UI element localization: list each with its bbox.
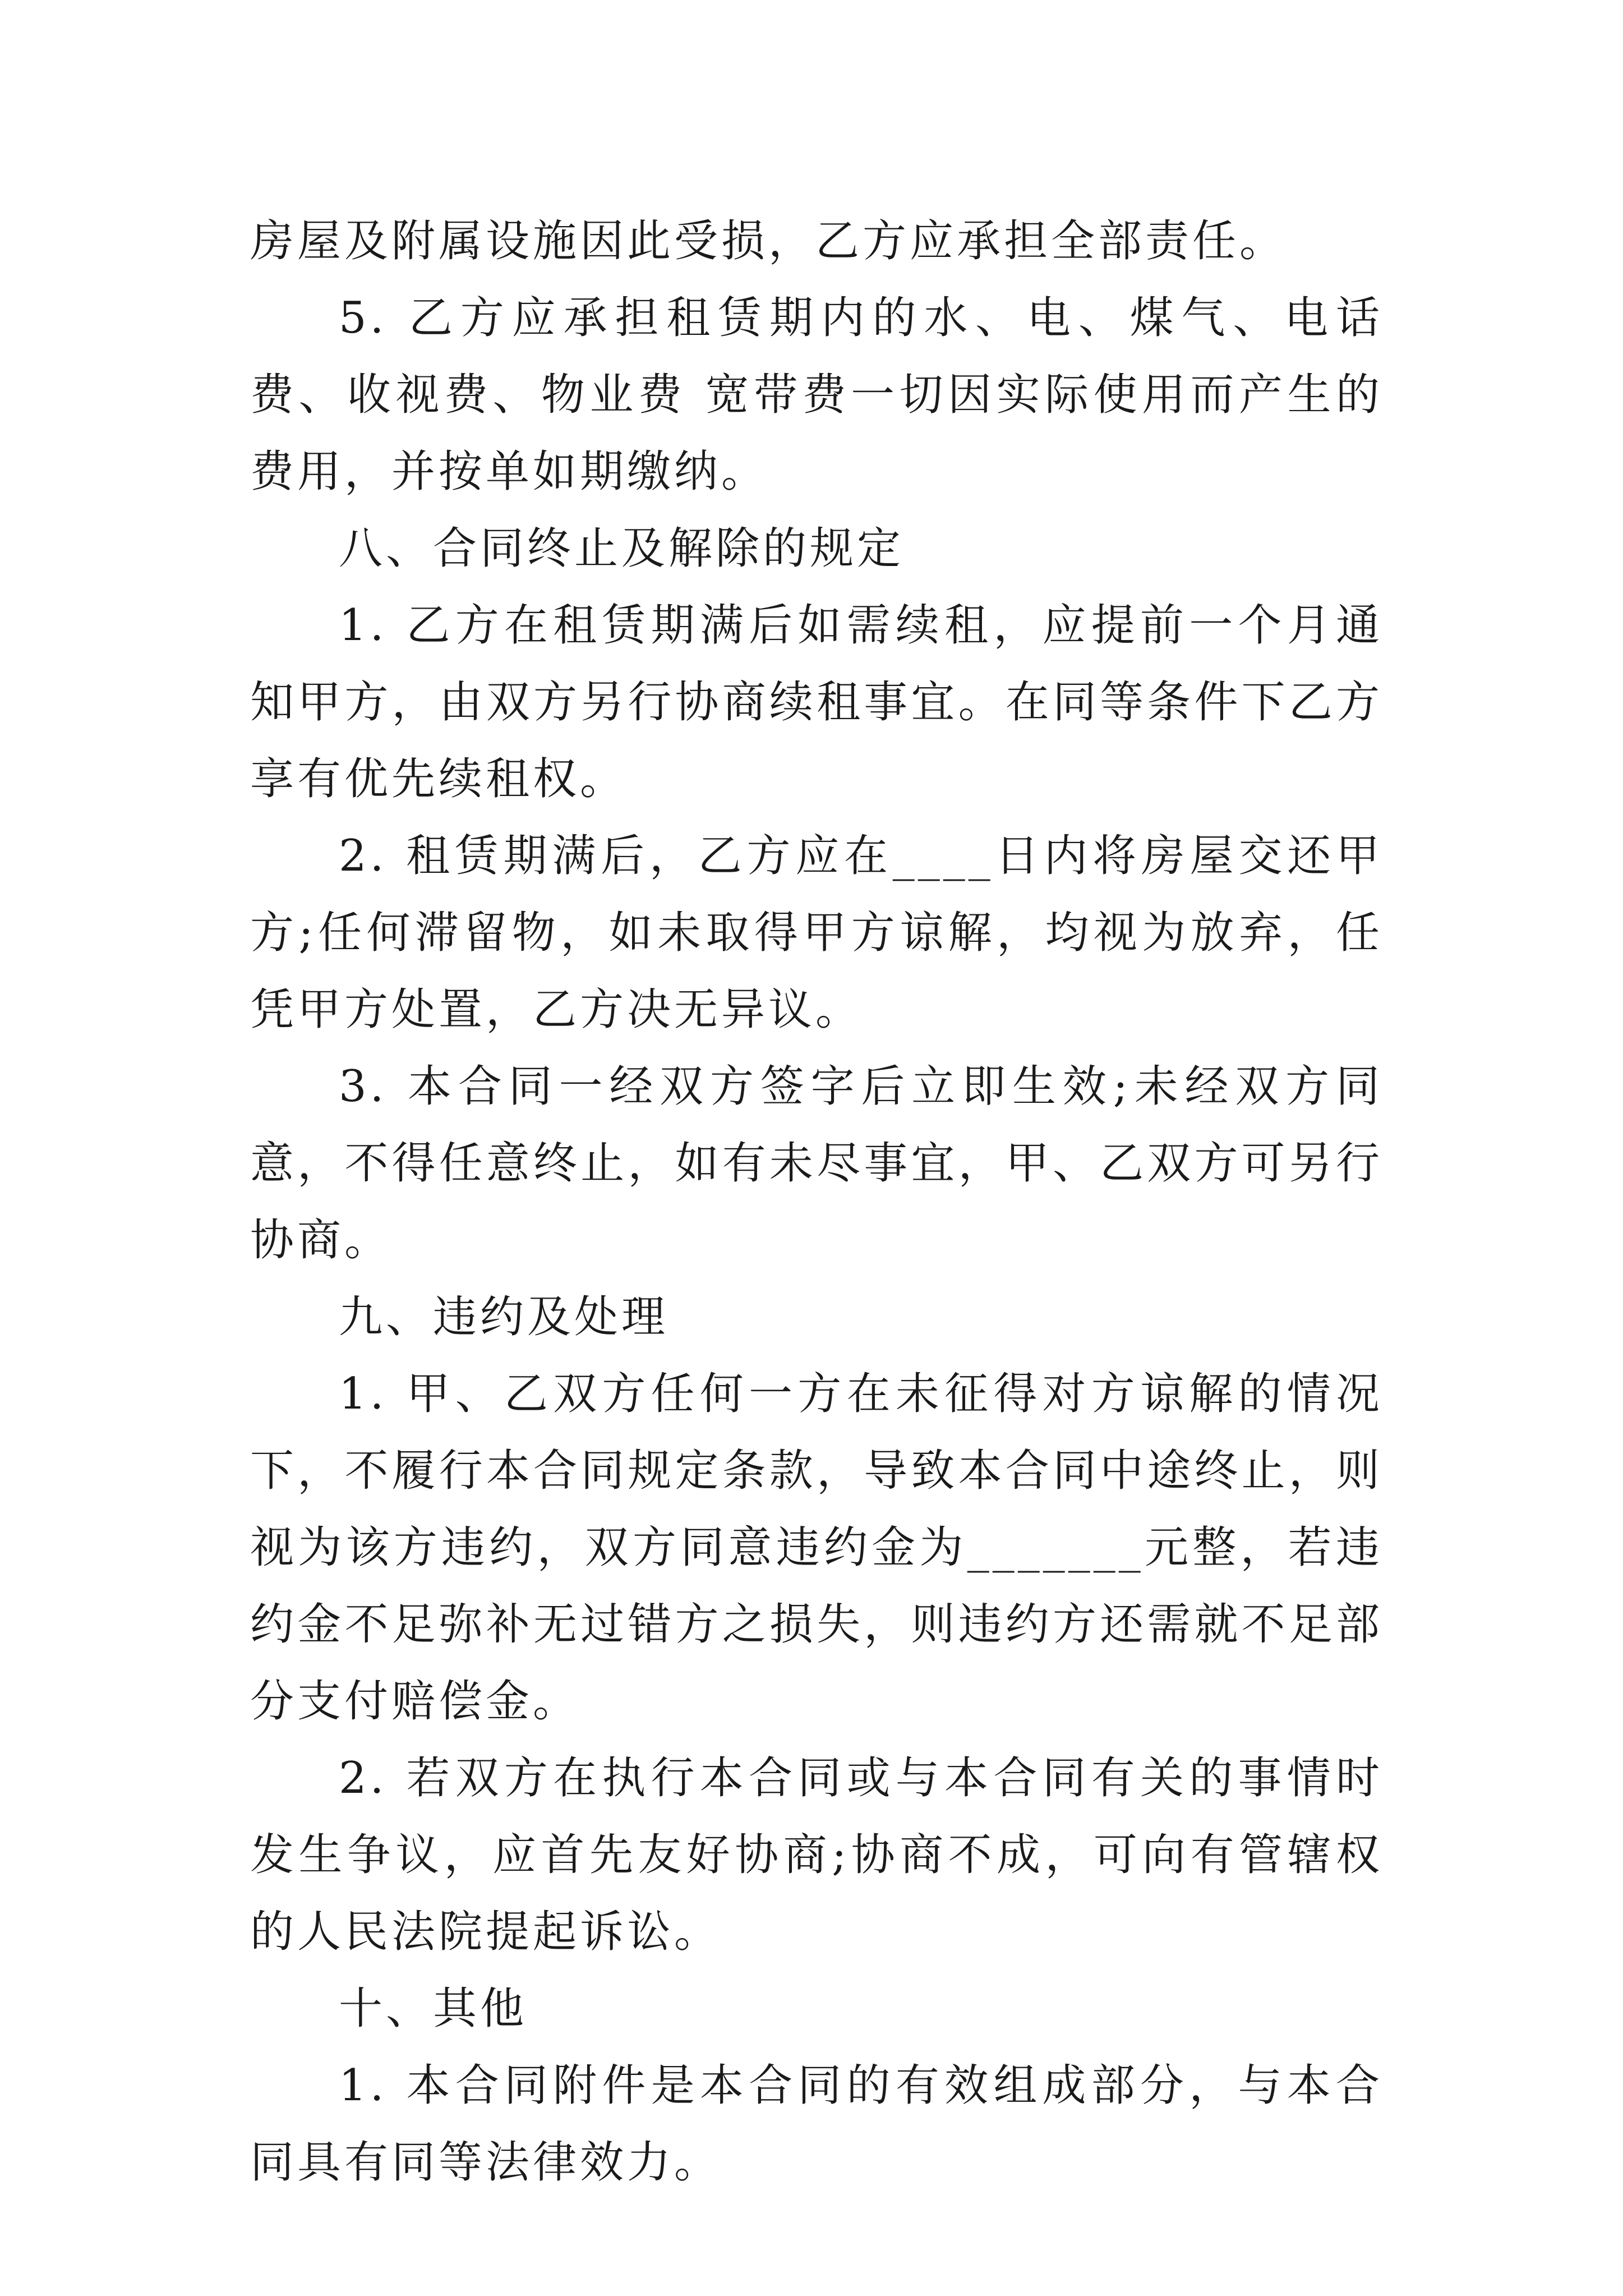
clause-9-1: 1. 甲、乙双方任何一方在未征得对方谅解的情况下，不履行本合同规定条款，导致本合同中途终止，则视为该方违约，双方同意违约金为_______元整，若违约金不足弥补无过错方之损失，则违约方还需就不足部分支付赔偿金。 (250, 1369, 1383, 1727)
clause-9-2: 2. 若双方在执行本合同或与本合同有关的事情时发生争议，应首先友好协商;协商不成，可向有管辖权的人民法院提起诉讼。 (250, 1753, 1383, 1957)
section-heading-10: 十、其他 (339, 1984, 528, 2034)
clause-10-1: 1. 本合同附件是本合同的有效组成部分，与本合同具有同等法律效力。 (250, 2060, 1383, 2188)
paragraph-continued: 房屋及附属设施因此受损，乙方应承担全部责任。 (250, 216, 1287, 266)
clause-7-5: 5. 乙方应承担租赁期内的水、电、煤气、电话费、收视费、物业费 宽带费一切因实际使用而产生的费用，并按单如期缴纳。 (250, 293, 1383, 497)
clause-8-1: 1. 乙方在租赁期满后如需续租，应提前一个月通知甲方，由双方另行协商续租事宜。在同等条件下乙方享有优先续租权。 (250, 600, 1383, 804)
section-heading-8: 八、合同终止及解除的规定 (339, 523, 905, 574)
document-body (250, 203, 1383, 2201)
clause-8-3: 3. 本合同一经双方签字后立即生效;未经双方同意，不得任意终止，如有未尽事宜，甲、乙双方可另行协商。 (250, 1061, 1383, 1266)
clause-8-2: 2. 租赁期满后，乙方应在____日内将房屋交还甲方;任何滞留物，如未取得甲方谅解，均视为放弃，任凭甲方处置，乙方决无异议。 (250, 831, 1383, 1035)
section-heading-9: 九、违约及处理 (339, 1292, 669, 1342)
